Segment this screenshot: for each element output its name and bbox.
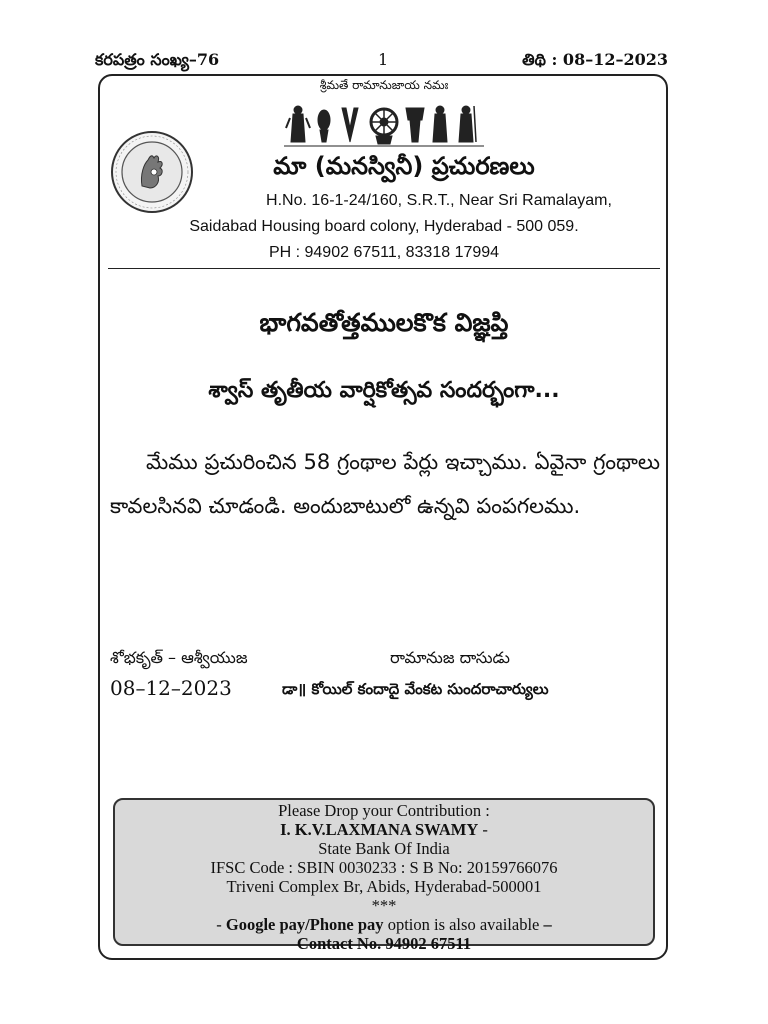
servant-label: రామానుజ దాసుడు <box>390 648 510 667</box>
notice-subtitle: శ్వాస్ తృతీయ వార్షికోత్సవ సందర్భంగా... <box>208 378 560 403</box>
top-header-line <box>0 50 768 74</box>
pay-dash: – <box>543 915 552 934</box>
separator-stars: *** <box>371 896 397 915</box>
account-holder-dash: - <box>478 820 488 839</box>
payment-options <box>115 915 653 934</box>
contact-number: Contact No. 94902 67511 <box>296 934 472 953</box>
signature-date: 08–12–2023 <box>110 676 232 700</box>
phone-numbers: PH : 94902 67511, 83318 17994 <box>268 244 500 261</box>
deities-emblem-icon <box>284 98 484 150</box>
pay-prefix: - <box>216 915 226 934</box>
branch-address: Triveni Complex Br, Abids, Hyderabad-500001 <box>226 877 542 896</box>
ifsc-account: IFSC Code : SBIN 0030233 : S B No: 20159766076 <box>210 858 558 877</box>
page-number: 1 <box>378 50 389 69</box>
publisher-name: మా (మనస్వినీ) ప్రచురణలు <box>273 152 535 180</box>
notice-title: భాగవతోత్తములకొక విజ్ఞప్తి <box>259 308 509 337</box>
pamphlet-date: తిథి : 08–12–2023 <box>522 50 668 69</box>
address-line-2: Saidabad Housing board colony, Hyderabad - 500 059. <box>189 218 579 235</box>
notice-body: మేము ప్రచురించిన 58 గ్రంథాల పేర్లు ఇచ్చాము. ఏవైనా గ్రంథాలు కావలసినవి చూడండి. అందుబాటులో ఉన్నవి పంపగలము. <box>110 450 660 518</box>
account-holder-line <box>115 820 653 839</box>
pay-methods: Google pay/Phone pay <box>225 915 384 934</box>
account-holder: I. K.V.LAXMANA SWAMY <box>280 820 479 839</box>
invocation-text: శ్రీమతే రామానుజాయ నమః <box>319 78 449 92</box>
year-month: శోభకృత్ – ఆశ్వీయుజ <box>110 648 248 667</box>
author-name: డా॥ కోయిల్ కందాదై వేంకట సుందరాచార్యులు <box>282 680 549 698</box>
address-line-1: H.No. 16-1-24/160, S.R.T., Near Sri Ramalayam, <box>266 192 612 209</box>
bank-name: State Bank Of India <box>318 839 450 858</box>
pay-rest: option is also available <box>383 915 544 934</box>
header-divider <box>108 268 660 269</box>
pamphlet-number: కరపత్రం సంఖ్య–76 <box>95 50 220 69</box>
contribution-box <box>113 798 655 953</box>
contribution-heading: Please Drop your Contribution : <box>278 801 490 820</box>
